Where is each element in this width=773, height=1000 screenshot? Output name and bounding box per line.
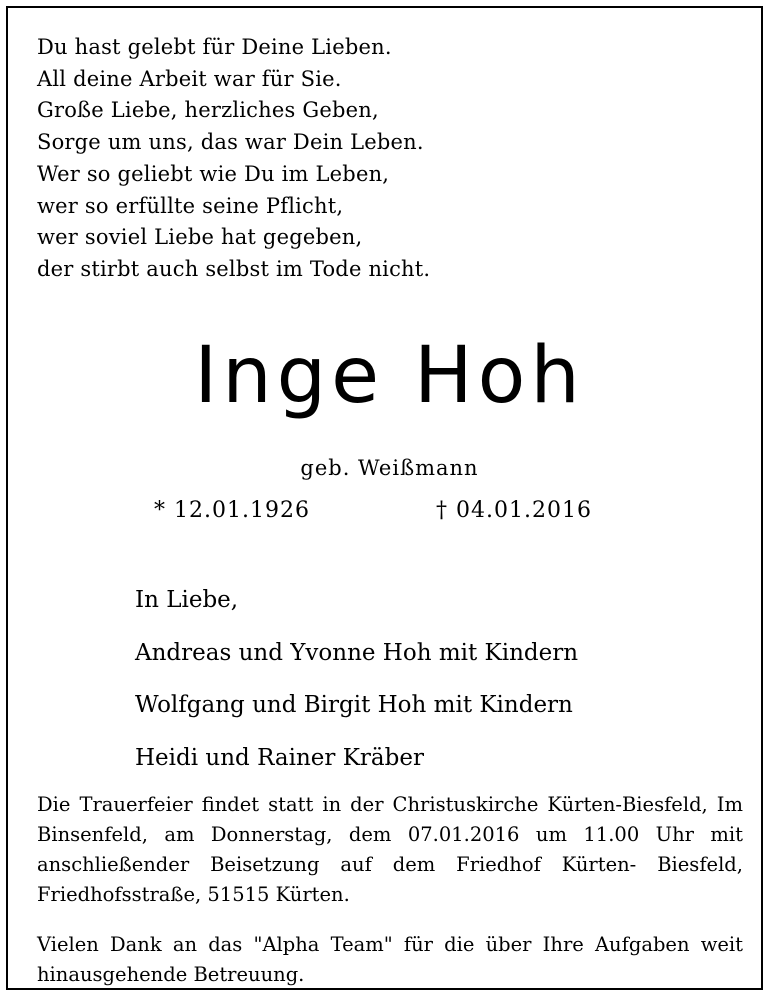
poem-line: Sorge um uns, das war Dein Leben. [37, 130, 424, 155]
poem-line: der stirbt auch selbst im Tode nicht. [37, 256, 431, 281]
deceased-name: Inge Hoh [194, 331, 585, 421]
thanks-note: Vielen Dank an das "Alpha Team" für die über Ihre Aufgaben weit hinausgehende Betreuung. [37, 933, 743, 986]
funeral-notice: Die Trauerfeier findet statt in der Christuskirche Kürten-Biesfeld, Im Binsenfeld, am Donnerstag, dem 07.01.2016 um 11.00 Uhr mit anschließender Beisetzung auf dem Friedhof Kürten- Biesfeld, Friedhofsstraße, 51515 Kürten. [37, 793, 743, 906]
death-date: † 04.01.2016 [436, 498, 592, 523]
family-line: Wolfgang und Birgit Hoh mit Kindern [135, 692, 573, 718]
family-signatures [135, 574, 578, 784]
birth-date: * 12.01.1926 [154, 498, 310, 523]
maiden-name: geb. Weißmann [300, 456, 479, 480]
poem-line: Große Liebe, herzliches Geben, [37, 98, 379, 123]
poem-line: wer soviel Liebe hat gegeben, [37, 225, 363, 250]
family-line: In Liebe, [135, 587, 239, 613]
memorial-poem [37, 32, 737, 286]
poem-line: Wer so geliebt wie Du im Leben, [37, 161, 390, 186]
obituary-frame [6, 6, 763, 990]
family-line: Heidi und Rainer Kräber [135, 744, 424, 771]
poem-line: All deine Arbeit war für Sie. [37, 66, 342, 91]
poem-line: Du hast gelebt für Deine Lieben. [37, 35, 392, 59]
family-line: Andreas und Yvonne Hoh mit Kindern [135, 639, 579, 666]
poem-line: wer so erfüllte seine Pflicht, [37, 193, 344, 218]
